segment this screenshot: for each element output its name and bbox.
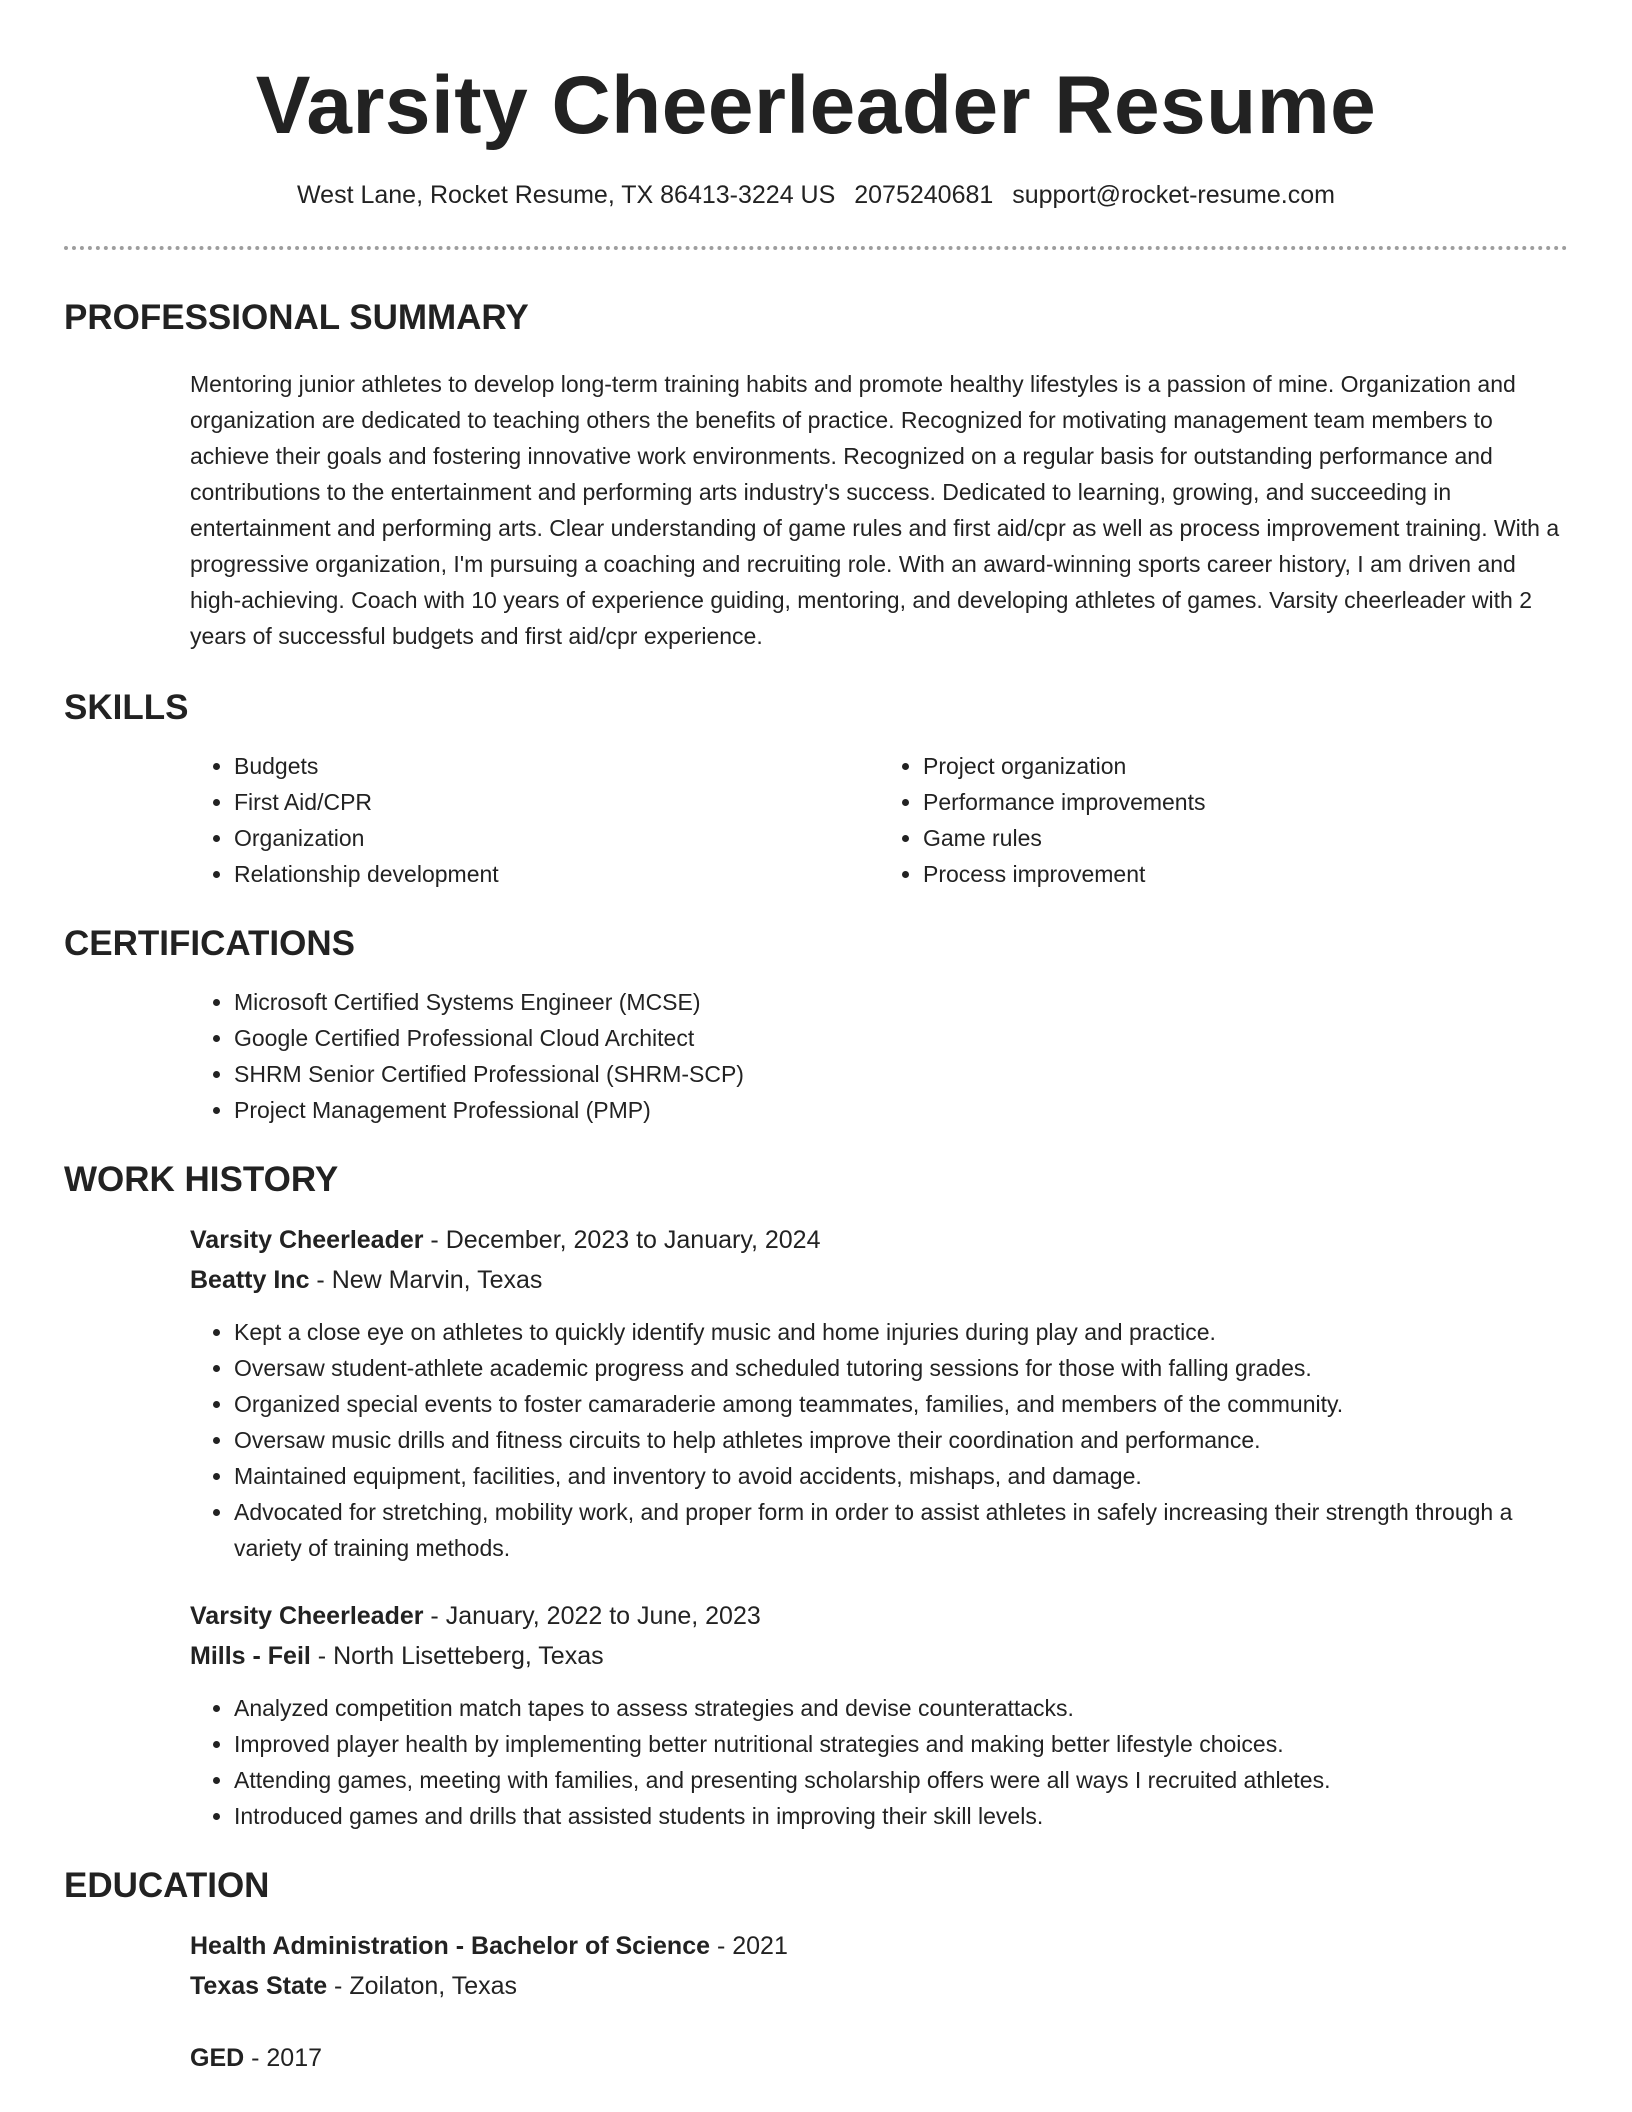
skill-item: • Relationship development xyxy=(234,856,879,892)
education-entry xyxy=(64,2038,1568,2078)
job-dates: - January, 2022 to June, 2023 xyxy=(423,1602,761,1630)
education-school-line xyxy=(190,1966,1568,2006)
job-bullets xyxy=(190,1314,1568,1566)
skill-item: • Process improvement xyxy=(923,856,1568,892)
certification-item: • SHRM Senior Certified Professional (SHRM-SCP) xyxy=(234,1056,1568,1092)
contact-address: West Lane, Rocket Resume, TX 86413-3224 US xyxy=(297,181,836,209)
skills-section xyxy=(64,686,1568,892)
job-company-line xyxy=(190,1260,1568,1300)
job-bullet: • Kept a close eye on athletes to quickly identify music and home injuries during play and practice. xyxy=(234,1314,1568,1350)
skills-list xyxy=(64,748,1568,892)
skill-item: • Organization xyxy=(234,820,879,856)
header-divider xyxy=(64,246,1568,250)
work-history-heading: WORK HISTORY xyxy=(64,1160,339,1199)
skill-item: • Performance improvements xyxy=(923,784,1568,820)
skills-column-right xyxy=(879,748,1568,892)
certification-item: • Microsoft Certified Systems Engineer (MCSE) xyxy=(234,984,1568,1020)
job-company: Beatty Inc xyxy=(190,1266,310,1294)
job-entry xyxy=(64,1596,1568,1834)
job-bullet: • Analyzed competition match tapes to assess strategies and devise counterattacks. xyxy=(234,1690,1568,1726)
certification-item: • Google Certified Professional Cloud Architect xyxy=(234,1020,1568,1056)
certifications-heading: CERTIFICATIONS xyxy=(64,924,356,963)
education-section xyxy=(64,1864,1568,2078)
resume-page xyxy=(64,0,1568,2078)
summary-section xyxy=(64,296,1568,654)
summary-text: Mentoring junior athletes to develop long-term training habits and promote healthy lifestyles is a passion of mine. Organization and organization are dedicated to teaching others the benefits of practice. Recognized for motivating management team members to achieve their goals and fostering innovative work environments. Recognized on a regular basis for outstanding performance and contributions to the entertainment and performing arts industry's success. Dedicated to learning, growing, and succeeding in entertainment and performing arts. Clear understanding of game rules and first aid/cpr as well as process improvement training. With a progressive organization, I'm pursuing a coaching and recruiting role. With an award-winning sports career history, I am driven and high-achieving. Coach with 10 years of experience guiding, mentoring, and developing athletes of games. Varsity cheerleader with 2 years of successful budgets and first aid/cpr experience. xyxy=(190,371,1560,649)
job-location: - New Marvin, Texas xyxy=(309,1266,543,1294)
skill-item: • Budgets xyxy=(234,748,879,784)
job-bullet: • Advocated for stretching, mobility work, and proper form in order to assist athletes in safely increasing their strength through a variety of training methods. xyxy=(234,1494,1568,1566)
job-bullet: • Maintained equipment, facilities, and inventory to avoid accidents, mishaps, and damage. xyxy=(234,1458,1568,1494)
job-dates: - December, 2023 to January, 2024 xyxy=(423,1226,821,1254)
job-title-line xyxy=(190,1220,1568,1260)
job-entry xyxy=(64,1220,1568,1566)
job-company-line xyxy=(190,1636,1568,1676)
skill-item: • First Aid/CPR xyxy=(234,784,879,820)
job-bullets xyxy=(190,1690,1568,1834)
education-year: - 2021 xyxy=(710,1932,788,1960)
education-school: Texas State xyxy=(190,1972,328,2000)
summary-heading: PROFESSIONAL SUMMARY xyxy=(64,298,529,337)
education-heading: EDUCATION xyxy=(64,1866,270,1905)
certifications-list-wrap xyxy=(64,984,1568,1128)
contact-line xyxy=(64,178,1568,212)
education-year: - 2017 xyxy=(244,2044,323,2072)
job-bullet: • Introduced games and drills that assisted students in improving their skill levels. xyxy=(234,1798,1568,1834)
skill-item: • Project organization xyxy=(923,748,1568,784)
skill-item: • Game rules xyxy=(923,820,1568,856)
job-role: Varsity Cheerleader xyxy=(190,1602,424,1630)
job-bullet: • Attending games, meeting with families, and presenting scholarship offers were all ways I recruited athletes. xyxy=(234,1762,1568,1798)
job-role: Varsity Cheerleader xyxy=(190,1226,424,1254)
education-degree-line xyxy=(190,2038,1568,2078)
work-history-section xyxy=(64,1158,1568,1834)
job-title-line xyxy=(190,1596,1568,1636)
education-degree-line xyxy=(190,1926,1568,1966)
education-entry xyxy=(64,1926,1568,2006)
certifications-section xyxy=(64,922,1568,1128)
certification-item: • Project Management Professional (PMP) xyxy=(234,1092,1568,1128)
job-bullet: • Improved player health by implementing better nutritional strategies and making better lifestyle choices. xyxy=(234,1726,1568,1762)
contact-phone: 2075240681 xyxy=(854,181,994,209)
skills-heading: SKILLS xyxy=(64,688,189,727)
contact-email[interactable]: support@rocket-resume.com xyxy=(1012,181,1335,209)
education-degree: Health Administration - Bachelor of Science xyxy=(190,1932,711,1960)
education-location: - Zoilaton, Texas xyxy=(327,1972,518,2000)
certifications-list xyxy=(190,984,1568,1128)
job-bullet: • Organized special events to foster camaraderie among teammates, families, and members of the community. xyxy=(234,1386,1568,1422)
job-bullet: • Oversaw student-athlete academic progress and scheduled tutoring sessions for those with falling grades. xyxy=(234,1350,1568,1386)
job-company: Mills - Feil xyxy=(190,1642,311,1670)
job-location: - North Lisetteberg, Texas xyxy=(310,1642,604,1670)
skills-column-left xyxy=(190,748,879,892)
resume-title: Varsity Cheerleader Resume xyxy=(255,60,1377,151)
education-degree: GED xyxy=(190,2044,245,2072)
job-bullet: • Oversaw music drills and fitness circuits to help athletes improve their coordination and performance. xyxy=(234,1422,1568,1458)
